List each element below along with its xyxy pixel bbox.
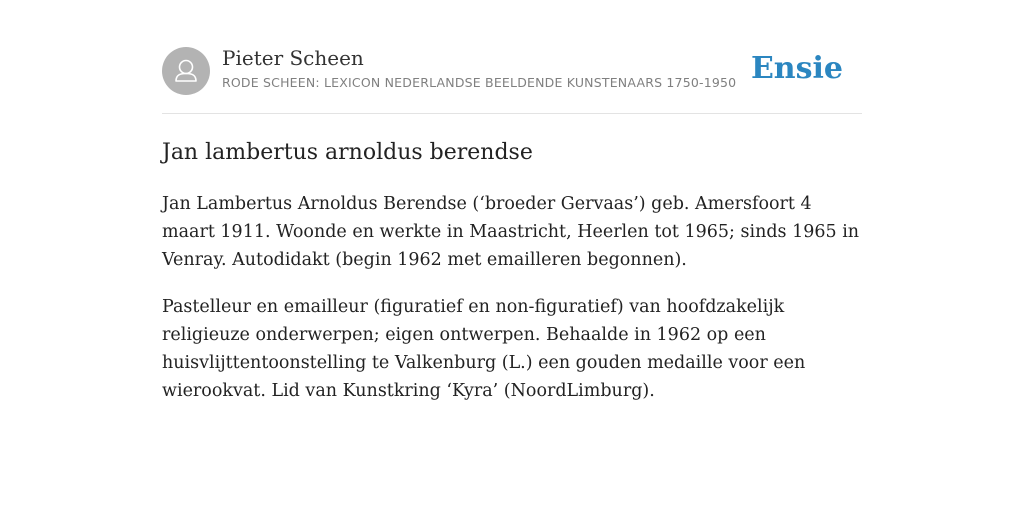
article-container <box>162 0 862 401</box>
article-paragraph: Pastelleur en emailleur (figuratief en non-figuratief) van hoofdzakelijk religieuze onderwerpen; eigen ontwerpen. Behaalde in 1962 op een huisvlijttentoonstelling te Valkenburg (L.) een gouden medaille voor een wierookvat. Lid van Kunstkring ‘Kyra’ (NoordLimburg). <box>162 297 806 401</box>
user-avatar-icon[interactable] <box>162 47 210 95</box>
article-body <box>162 190 862 424</box>
article-title: Jan lambertus arnoldus berendse <box>162 140 533 165</box>
article-paragraph: Jan Lambertus Arnoldus Berendse (‘broeder Gervaas’) geb. Amersfoort 4 maart 1911. Woonde en werkte in Maastricht, Heerlen tot 1965; sinds 1965 in Venray. Autodidakt (begin 1962 met emailleren begonnen). <box>162 194 860 270</box>
article-header <box>162 0 862 114</box>
author-name[interactable]: Pieter Scheen <box>222 46 364 70</box>
ensie-logo[interactable]: Ensie <box>750 51 843 86</box>
source-title[interactable]: RODE SCHEEN: LEXICON NEDERLANDSE BEELDENDE KUNSTENAARS 1750-1950 <box>222 75 737 90</box>
